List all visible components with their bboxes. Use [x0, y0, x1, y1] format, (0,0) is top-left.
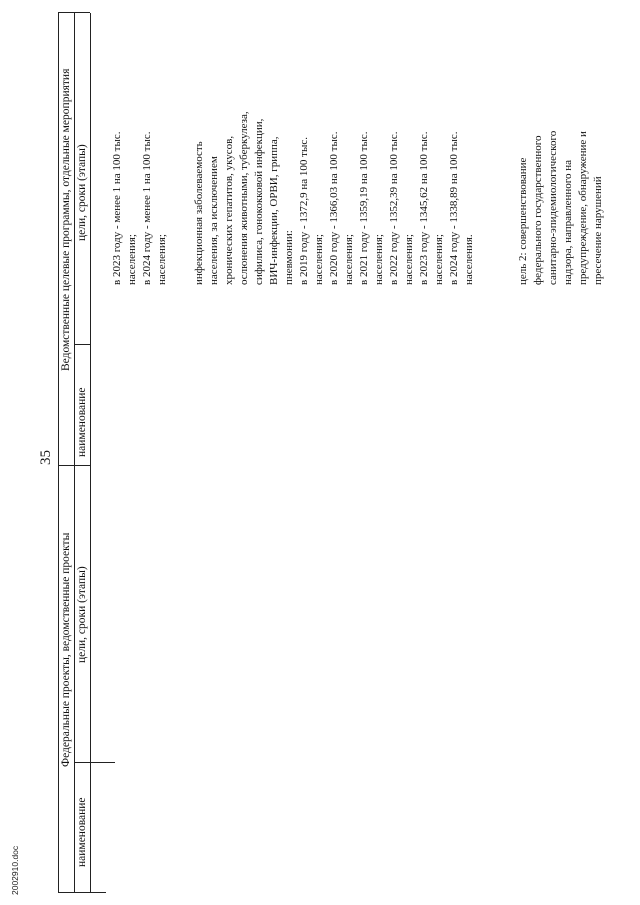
text-line: населения; — [156, 234, 168, 285]
text-line: в 2023 году - менее 1 на 100 тыс. — [111, 131, 123, 285]
table-right-border — [58, 12, 90, 13]
text-line: ВИЧ-инфекции, ОРВИ, гриппа, — [268, 136, 280, 285]
text-line: пресечение нарушений — [592, 176, 604, 285]
right-group-header: Ведомственные целевые программы, отдельные мероприятия — [60, 68, 72, 371]
text-line: населения, за исключением — [208, 156, 220, 285]
left-subcol-divider-ext — [90, 762, 115, 763]
header-group-divider — [74, 13, 75, 893]
text-line: населения; — [313, 234, 325, 285]
right-name-header: наименование — [76, 387, 88, 457]
right-goals-content — [110, 15, 606, 285]
table-top-border — [58, 13, 59, 893]
text-line: населения; — [373, 234, 385, 285]
text-line: в 2022 году - 1352,39 на 100 тыс. — [388, 131, 400, 285]
text-line: населения; — [403, 234, 415, 285]
text-line: населения; — [126, 234, 138, 285]
text-line: ослюнения животными, туберкулеза, — [238, 111, 250, 285]
text-line: населения; — [433, 234, 445, 285]
right-goals-header: цели, сроки (этапы) — [76, 144, 88, 241]
text-line: сифилиса, гонококковой инфекции, — [253, 118, 265, 285]
text-line: санитарно-эпидемиологического — [547, 130, 559, 285]
text-line: в 2024 году - 1338,89 на 100 тыс. — [448, 131, 460, 285]
page-number: 35 — [38, 450, 54, 465]
text-line: в 2020 году - 1366,03 на 100 тыс. — [328, 131, 340, 285]
text-line: предупреждение, обнаружение и — [577, 131, 589, 285]
text-line: пневмонии: — [283, 230, 295, 285]
text-line: федерального государственного — [532, 135, 544, 285]
table-left-border — [58, 892, 106, 893]
text-line: инфекционная заболеваемость — [193, 141, 205, 285]
text-line: населения; — [343, 234, 355, 285]
left-name-header: наименование — [76, 797, 88, 867]
text-line: населения. — [463, 234, 475, 285]
left-goals-header: цели, сроки (этапы) — [76, 566, 88, 663]
right-subcol-divider — [74, 344, 90, 345]
group-divider — [58, 465, 90, 466]
text-line: цель 2: совершенствование — [517, 157, 529, 285]
text-line: хронических гепатитов, укусов, — [223, 135, 235, 285]
text-line: в 2021 году - 1359,19 на 100 тыс. — [358, 131, 370, 285]
left-group-header: Федеральные проекты, ведомственные проекты — [60, 532, 72, 767]
header-bottom-border — [90, 13, 91, 893]
text-line: в 2024 году - менее 1 на 100 тыс. — [141, 131, 153, 285]
text-line: надзора, направленного на — [562, 159, 574, 285]
file-name: 2002910.doc — [10, 845, 20, 895]
text-line: в 2019 году - 1372,9 на 100 тыс. — [298, 137, 310, 285]
text-line: в 2023 году - 1345,62 на 100 тыс. — [418, 131, 430, 285]
left-subcol-divider — [74, 762, 90, 763]
